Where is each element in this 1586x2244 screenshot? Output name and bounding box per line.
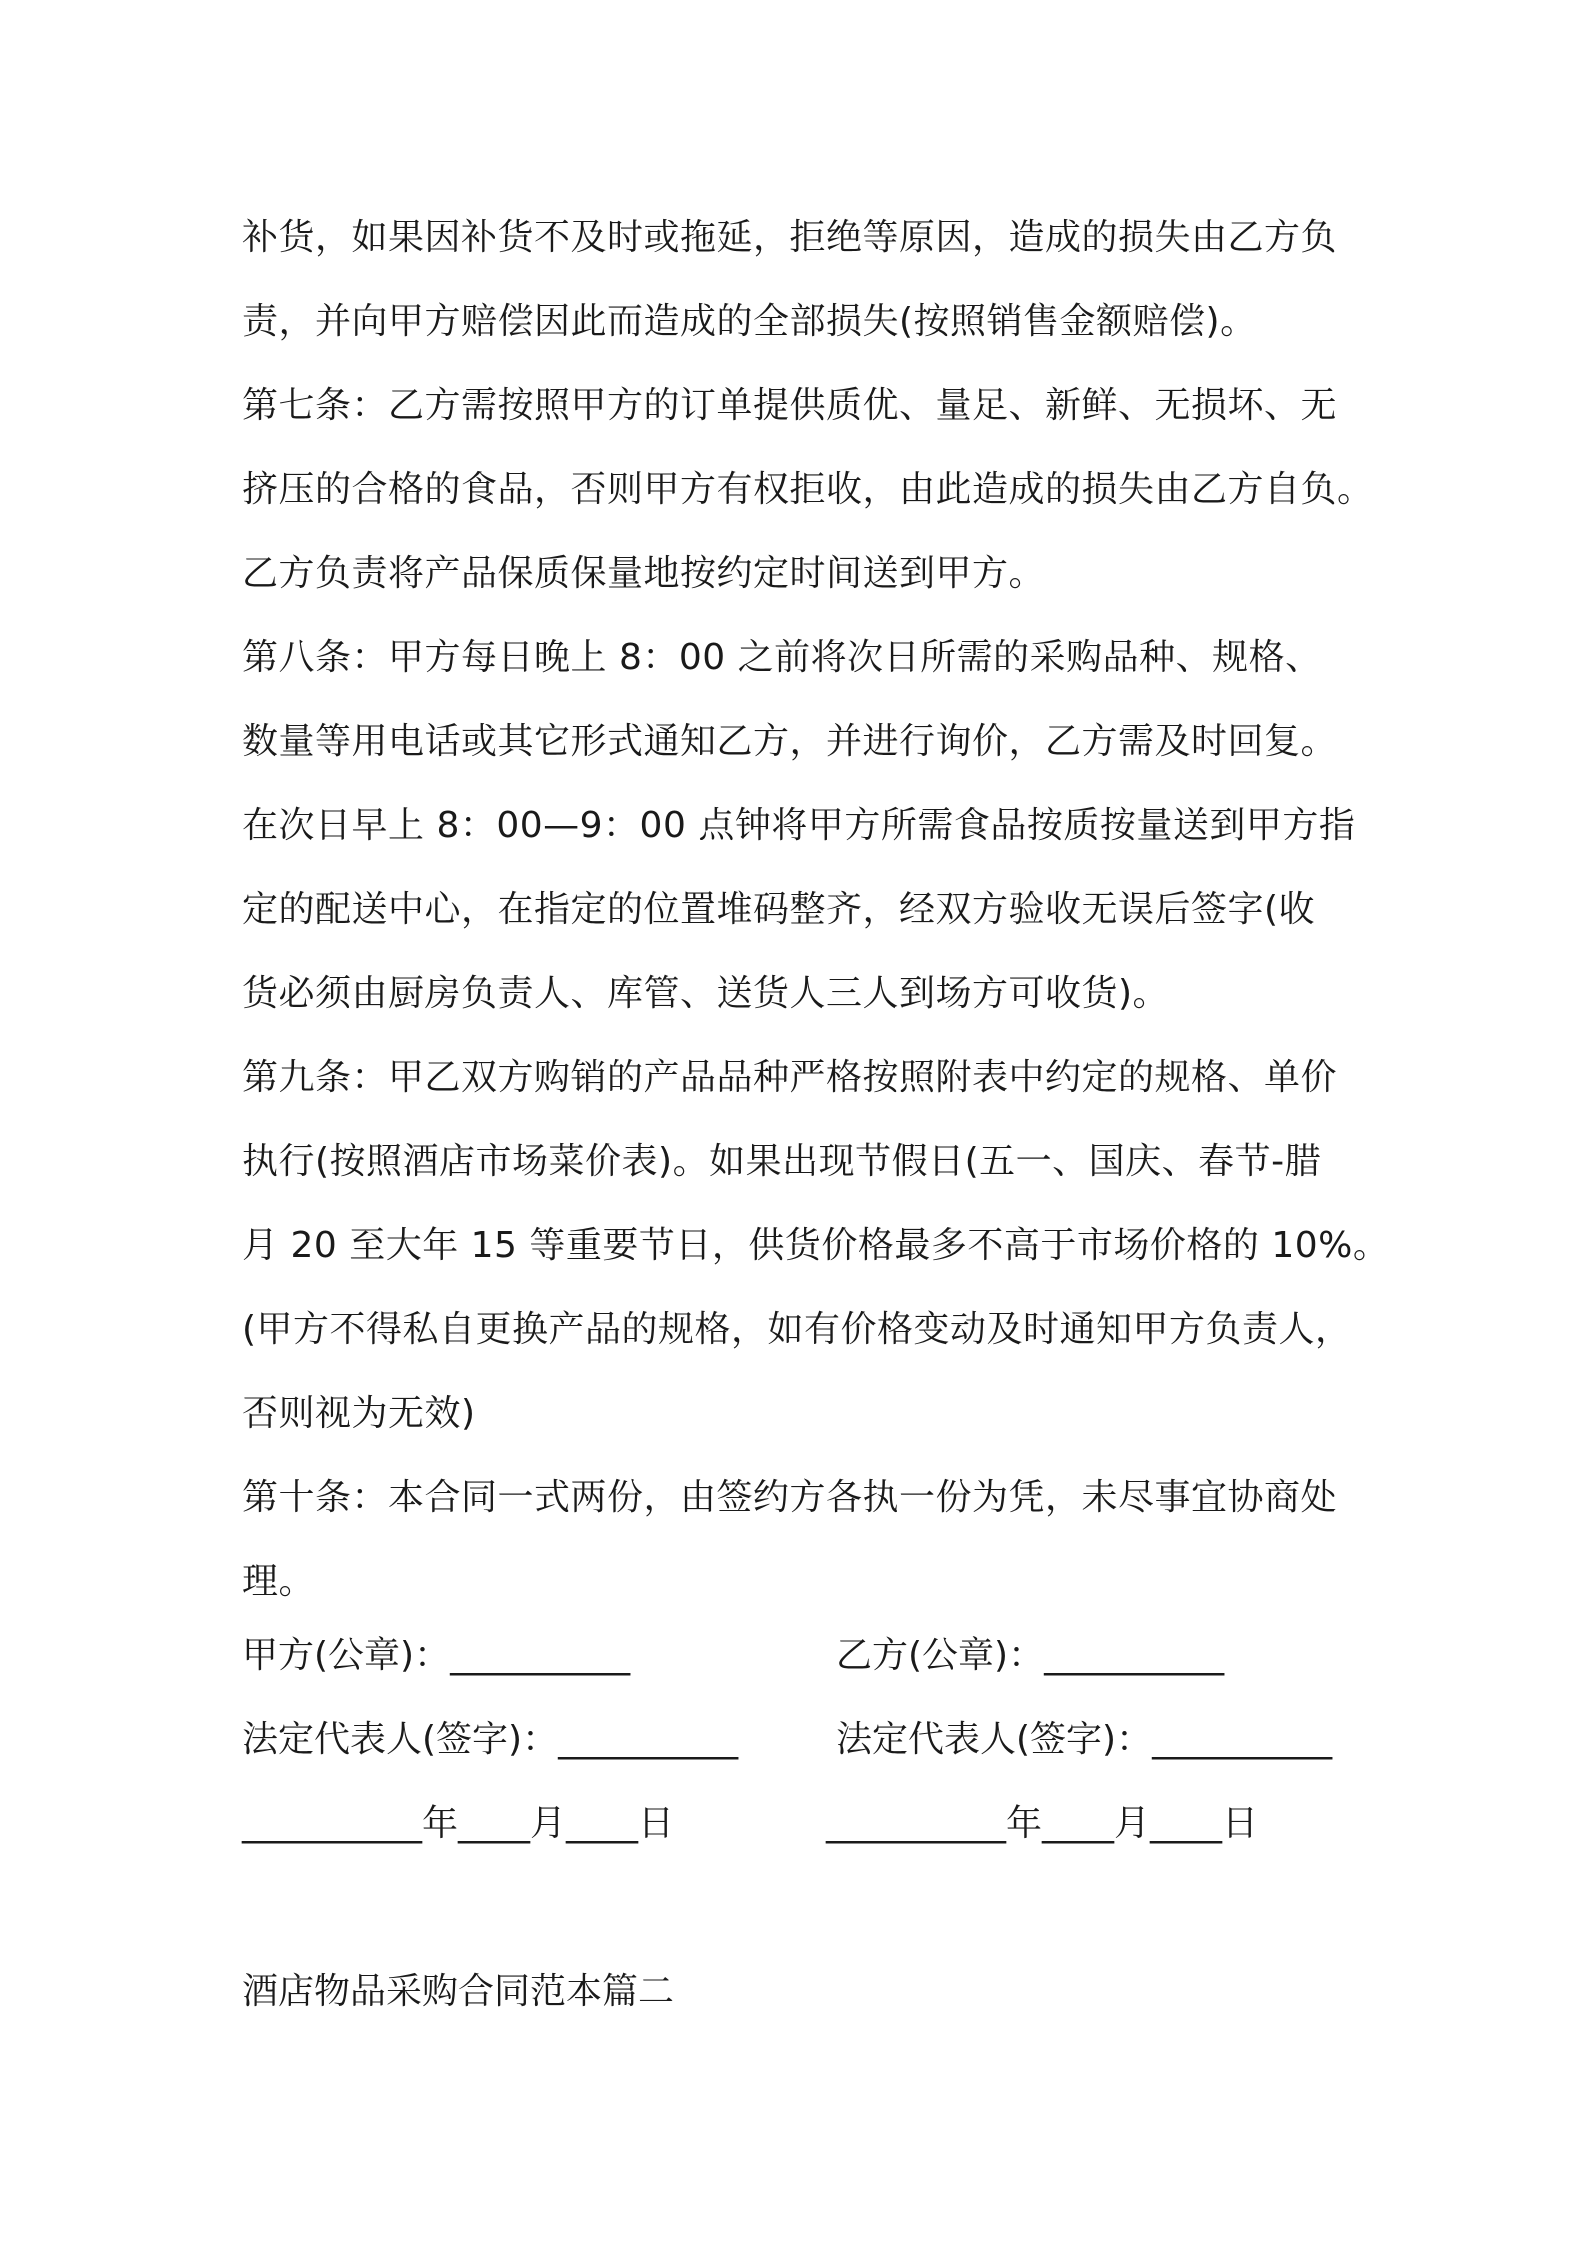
date-row	[242, 1782, 1362, 1866]
section-heading: 酒店物品采购合同范本篇二	[242, 1971, 675, 2012]
paragraph-line: 月 20 至大年 15 等重要节日，供货价格最多不高于市场价格的 10%。	[242, 1225, 1390, 1266]
paragraph-line: 执行(按照酒店市场菜价表)。如果出现节假日(五一、国庆、春节-腊	[242, 1141, 1322, 1182]
paragraph-line: (甲方不得私自更换产品的规格，如有价格变动及时通知甲方负责人，	[242, 1309, 1352, 1350]
party-b-date-field: __________年____月____日	[826, 1803, 1258, 1844]
representative-row	[242, 1698, 1362, 1782]
party-a-seal-field: 甲方(公章)：__________	[242, 1635, 631, 1676]
paragraph-line: 理。	[242, 1561, 316, 1602]
party-a-representative-field: 法定代表人(签字)：__________	[242, 1719, 739, 1760]
paragraph-line: 货必须由厨房负责人、库管、送货人三人到场方可收货)。	[242, 973, 1170, 1014]
seal-row	[242, 1614, 1362, 1698]
party-b-seal-field: 乙方(公章)：__________	[836, 1635, 1225, 1676]
contract-body	[242, 196, 1390, 1624]
article-10-line: 第十条：本合同一式两份，由签约方各执一份为凭，未尽事宜协商处	[242, 1477, 1338, 1518]
paragraph-line: 乙方负责将产品保质保量地按约定时间送到甲方。	[242, 553, 1046, 594]
paragraph-line: 否则视为无效)	[242, 1393, 476, 1434]
article-8-line: 第八条：甲方每日晚上 8：00 之前将次日所需的采购品种、规格、	[242, 637, 1322, 678]
signature-block	[242, 1614, 1362, 1866]
party-b-representative-field: 法定代表人(签字)：__________	[836, 1719, 1333, 1760]
paragraph-line: 挤压的合格的食品，否则甲方有权拒收，由此造成的损失由乙方自负。	[242, 469, 1374, 510]
paragraph-line: 补货，如果因补货不及时或拖延，拒绝等原因，造成的损失由乙方负	[242, 217, 1338, 258]
paragraph-line: 在次日早上 8：00—9：00 点钟将甲方所需食品按质按量送到甲方指	[242, 805, 1356, 846]
paragraph-line: 定的配送中心，在指定的位置堆码整齐，经双方验收无误后签字(收	[242, 889, 1316, 930]
party-a-date-field: __________年____月____日	[242, 1803, 674, 1844]
article-7-line: 第七条：乙方需按照甲方的订单提供质优、量足、新鲜、无损坏、无	[242, 385, 1338, 426]
article-9-line: 第九条：甲乙双方购销的产品品种严格按照附表中约定的规格、单价	[242, 1057, 1338, 1098]
paragraph-line: 数量等用电话或其它形式通知乙方，并进行询价，乙方需及时回复。	[242, 721, 1338, 762]
paragraph-line: 责，并向甲方赔偿因此而造成的全部损失(按照销售金额赔偿)。	[242, 301, 1257, 342]
